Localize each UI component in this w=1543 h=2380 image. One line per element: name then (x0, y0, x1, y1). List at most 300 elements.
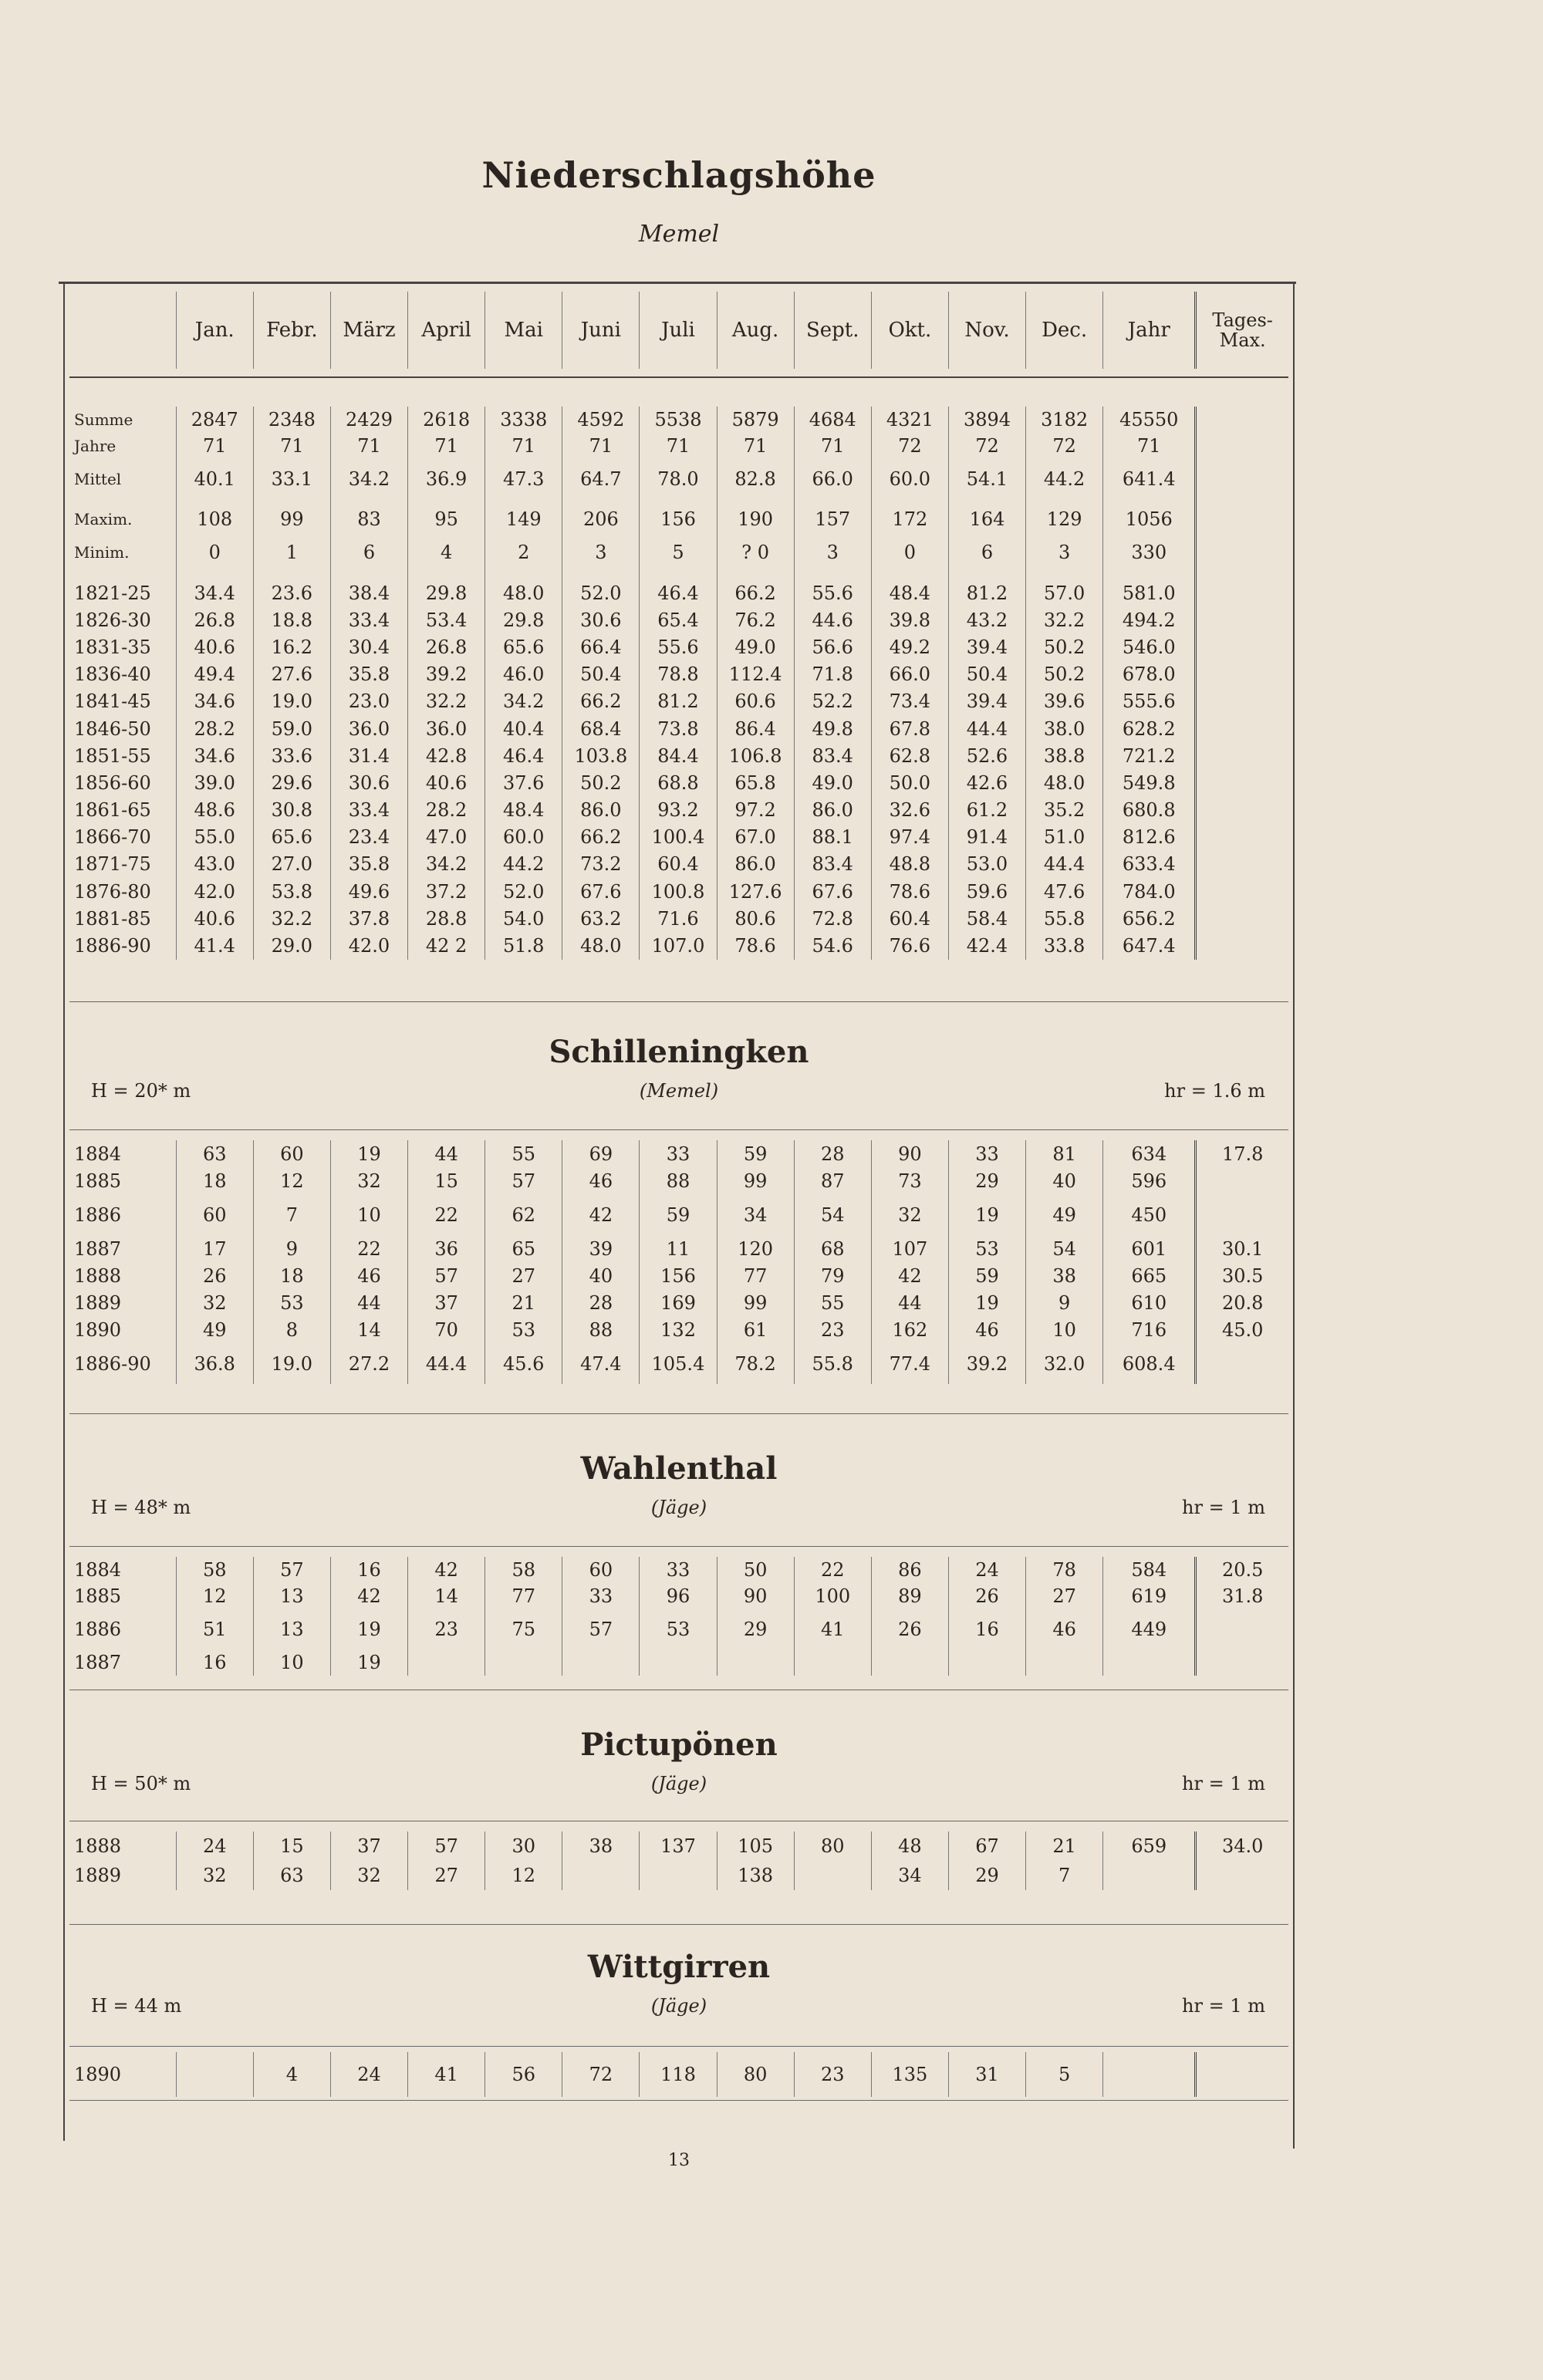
cell: 44.6 (794, 606, 871, 633)
memel-bottom-rule (69, 1001, 1288, 1002)
cell: 32 (176, 1289, 253, 1316)
cell: 32.2 (408, 688, 485, 715)
cell: 129 (1026, 499, 1103, 539)
cell: ? 0 (717, 539, 794, 565)
cell: 57 (408, 1262, 485, 1289)
cell: 49.0 (794, 769, 871, 796)
cell: 63 (176, 1140, 253, 1167)
cell: 42.8 (408, 742, 485, 769)
schilleningken-table (69, 1140, 1288, 1384)
cell: 48.0 (1026, 769, 1103, 796)
cell: 680.8 (1103, 797, 1196, 824)
cell: 17.8 (1196, 1140, 1288, 1167)
cell: 38.0 (1026, 715, 1103, 742)
cell: 34.2 (485, 688, 562, 715)
cell: 80.6 (717, 905, 794, 932)
cell: 53 (948, 1235, 1025, 1262)
station-bottom-rule (69, 1924, 1288, 1925)
cell: 71 (176, 433, 253, 459)
cell: 33.4 (330, 606, 407, 633)
cell: 132 (640, 1316, 717, 1343)
cell: 68.4 (562, 715, 640, 742)
cell: 44.4 (948, 715, 1025, 742)
station-height: H = 20* m (91, 1080, 191, 1102)
cell: 23 (794, 1316, 871, 1343)
cell: 58 (485, 1557, 562, 1583)
cell: 59 (948, 1262, 1025, 1289)
cell: 32 (330, 1167, 407, 1194)
cell: 105.4 (640, 1343, 717, 1384)
cell: 41 (794, 1609, 871, 1649)
cell (1103, 1649, 1196, 1676)
cell: 64.7 (562, 459, 640, 499)
cell: 99 (717, 1289, 794, 1316)
cell: 49 (1026, 1194, 1103, 1235)
row-label: 1876-80 (74, 880, 151, 903)
cell: 14 (408, 1583, 485, 1609)
cell: 60 (253, 1140, 330, 1167)
cell: 57.0 (1026, 579, 1103, 606)
cell: 52.0 (485, 878, 562, 905)
cell: 55 (794, 1289, 871, 1316)
cell: 29.8 (408, 579, 485, 606)
cell: 97.2 (717, 797, 794, 824)
cell: 83.4 (794, 851, 871, 878)
cell: 784.0 (1103, 878, 1196, 905)
cell: 42.6 (948, 769, 1025, 796)
row-label: 1884 (74, 1143, 122, 1165)
row-label: 1888 (74, 1264, 122, 1287)
cell: 66.2 (717, 579, 794, 606)
cell: 190 (717, 499, 794, 539)
cell: 34.6 (176, 688, 253, 715)
row-label: 1887 (74, 1652, 122, 1673)
cell: 31 (948, 2052, 1025, 2097)
cell: 10 (330, 1194, 407, 1235)
cell: 3 (1026, 539, 1103, 565)
cell: 72.8 (794, 905, 871, 932)
cell: 27 (408, 1861, 485, 1890)
row-label: 1886 (74, 1204, 122, 1226)
cell: 555.6 (1103, 688, 1196, 715)
row-label: 1831-35 (74, 636, 151, 658)
cell: 34 (717, 1194, 794, 1235)
cell: 49 (176, 1316, 253, 1343)
cell: 206 (562, 499, 640, 539)
cell: 36 (408, 1235, 485, 1262)
cell (1196, 661, 1288, 688)
cell: 46 (562, 1167, 640, 1194)
cell: 73 (871, 1167, 948, 1194)
cell: 78.6 (871, 878, 948, 905)
cell: 34.4 (176, 579, 253, 606)
cell: 29.0 (253, 932, 330, 959)
cell: 45550 (1103, 407, 1196, 433)
station-observer: (Memel) (639, 1080, 719, 1102)
cell: 52.6 (948, 742, 1025, 769)
cell: 135 (871, 2052, 948, 2097)
table-row (69, 433, 1288, 459)
row-label: 1871-75 (74, 853, 151, 876)
cell (1196, 824, 1288, 851)
table-row (69, 1167, 1288, 1194)
cell: 5538 (640, 407, 717, 433)
cell: 50.4 (948, 661, 1025, 688)
cell: 32.6 (871, 797, 948, 824)
cell: 20.8 (1196, 1289, 1288, 1316)
cell: 665 (1103, 1262, 1196, 1289)
cell: 27.2 (330, 1343, 407, 1384)
cell: 112.4 (717, 661, 794, 688)
cell: 24 (176, 1831, 253, 1861)
header-rule (69, 376, 1288, 378)
cell: 45.0 (1196, 1316, 1288, 1343)
cell: 68.8 (640, 769, 717, 796)
station-title: Wahlenthal (580, 1450, 778, 1487)
cell: 37 (408, 1289, 485, 1316)
cell: 90 (717, 1583, 794, 1609)
table-row (69, 1343, 1288, 1384)
cell: 75 (485, 1609, 562, 1649)
cell: 449 (1103, 1609, 1196, 1649)
row-label: 1846-50 (74, 717, 151, 740)
cell: 15 (408, 1167, 485, 1194)
cell: 33.1 (253, 459, 330, 499)
cell: 82.8 (717, 459, 794, 499)
cell: 38 (562, 1831, 640, 1861)
cell: 91.4 (948, 824, 1025, 851)
cell: 36.9 (408, 459, 485, 499)
cell: 39.4 (948, 633, 1025, 660)
cell: 29.8 (485, 606, 562, 633)
table-row (69, 824, 1288, 851)
row-label: 1886 (74, 1619, 122, 1640)
table-row (69, 579, 1288, 606)
row-label: 1836-40 (74, 663, 151, 686)
cell: 44.2 (1026, 459, 1103, 499)
cell: 76.2 (717, 606, 794, 633)
cell: 149 (485, 499, 562, 539)
cell: 35.8 (330, 661, 407, 688)
cell: 55 (485, 1140, 562, 1167)
table-row (69, 661, 1288, 688)
cell: 99 (253, 499, 330, 539)
cell: 30.1 (1196, 1235, 1288, 1262)
cell: 28.2 (176, 715, 253, 742)
cell: 5879 (717, 407, 794, 433)
cell: 38.4 (330, 579, 407, 606)
cell: 56 (485, 2052, 562, 2097)
cell (1196, 1609, 1288, 1649)
cell (1196, 688, 1288, 715)
cell: 24 (330, 2052, 407, 2097)
cell: 53.0 (948, 851, 1025, 878)
cell: 40.6 (176, 633, 253, 660)
cell: 19 (330, 1649, 407, 1676)
cell: 26.8 (408, 633, 485, 660)
cell: 52.0 (562, 579, 640, 606)
row-label: 1890 (74, 1318, 122, 1341)
cell: 100.4 (640, 824, 717, 851)
cell: 39.4 (948, 688, 1025, 715)
cell: 4592 (562, 407, 640, 433)
cell: 32.2 (1026, 606, 1103, 633)
cell: 164 (948, 499, 1025, 539)
cell: 647.4 (1103, 932, 1196, 959)
cell: 34.6 (176, 742, 253, 769)
station-title: Pictupönen (580, 1727, 778, 1763)
cell: 60.0 (871, 459, 948, 499)
cell: 44 (871, 1289, 948, 1316)
cell: 33 (640, 1140, 717, 1167)
cell: 63 (253, 1861, 330, 1890)
row-label: 1851-55 (74, 744, 151, 767)
cell: 33 (640, 1557, 717, 1583)
cell: 55.8 (794, 1343, 871, 1384)
cell: 40.6 (408, 769, 485, 796)
cell: 34.0 (1196, 1831, 1288, 1861)
cell: 26 (176, 1262, 253, 1289)
cell: 30.6 (330, 769, 407, 796)
cell: 96 (640, 1583, 717, 1609)
cell: 22 (408, 1194, 485, 1235)
table-row (69, 1583, 1288, 1609)
cell: 2 (485, 539, 562, 565)
cell: 49.6 (330, 878, 407, 905)
table-row (69, 2052, 1288, 2097)
cell: 79 (794, 1262, 871, 1289)
cell: 16 (176, 1649, 253, 1676)
cell: 32 (871, 1194, 948, 1235)
cell: 28.2 (408, 797, 485, 824)
cell: 30.5 (1196, 1262, 1288, 1289)
cell: 37.8 (330, 905, 407, 932)
cell: 27.6 (253, 661, 330, 688)
table-row (69, 688, 1288, 715)
frame-top (59, 282, 1296, 284)
cell (1196, 539, 1288, 565)
cell: 26.8 (176, 606, 253, 633)
cell: 66.2 (562, 688, 640, 715)
cell: 619 (1103, 1583, 1196, 1609)
cell: 88.1 (794, 824, 871, 851)
cell: 34.2 (408, 851, 485, 878)
cell: 37.6 (485, 769, 562, 796)
column-header: Juli (640, 292, 717, 369)
cell (1196, 633, 1288, 660)
cell: 57 (408, 1831, 485, 1861)
cell: 53 (253, 1289, 330, 1316)
frame-right (1293, 282, 1295, 2149)
cell: 3 (794, 539, 871, 565)
cell (871, 1649, 948, 1676)
cell: 48.6 (176, 797, 253, 824)
table-row (69, 633, 1288, 660)
cell: 60 (176, 1194, 253, 1235)
cell: 47.3 (485, 459, 562, 499)
cell: 32.0 (1026, 1343, 1103, 1384)
station-hr: hr = 1 m (1182, 1497, 1265, 1518)
cell (1196, 407, 1288, 433)
cell: 137 (640, 1831, 717, 1861)
cell: 51.8 (485, 932, 562, 959)
cell: 90 (871, 1140, 948, 1167)
row-label: 1890 (74, 2064, 122, 2085)
cell: 39.2 (948, 1343, 1025, 1384)
cell: 628.2 (1103, 715, 1196, 742)
cell (640, 1861, 717, 1890)
cell: 48.8 (871, 851, 948, 878)
cell: 42 (330, 1583, 407, 1609)
cell (1196, 459, 1288, 499)
cell: 1 (253, 539, 330, 565)
cell: 29 (717, 1609, 794, 1649)
cell: 16 (330, 1557, 407, 1583)
cell: 50.2 (562, 769, 640, 796)
cell: 4 (408, 539, 485, 565)
cell: 78.0 (640, 459, 717, 499)
cell: 581.0 (1103, 579, 1196, 606)
cell: 6 (330, 539, 407, 565)
cell: 19.0 (253, 688, 330, 715)
cell: 29 (948, 1167, 1025, 1194)
cell: 33 (562, 1583, 640, 1609)
cell: 10 (253, 1649, 330, 1676)
cell: 67 (948, 1831, 1025, 1861)
cell: 36.0 (330, 715, 407, 742)
cell: 23.4 (330, 824, 407, 851)
table-row (69, 715, 1288, 742)
table-row (69, 499, 1288, 539)
station-bottom-rule (69, 2100, 1288, 2101)
cell (1196, 878, 1288, 905)
cell: 24 (948, 1557, 1025, 1583)
cell: 27 (485, 1262, 562, 1289)
cell: 73.4 (871, 688, 948, 715)
memel-table (69, 407, 1288, 960)
cell: 19 (948, 1194, 1025, 1235)
cell: 71 (562, 433, 640, 459)
column-header: Mai (485, 292, 562, 369)
cell: 39.6 (1026, 688, 1103, 715)
table-row (69, 539, 1288, 565)
cell: 49.8 (794, 715, 871, 742)
station-hr: hr = 1.6 m (1164, 1080, 1265, 1102)
cell: 40 (562, 1262, 640, 1289)
table-row (69, 1140, 1288, 1167)
cell (1196, 715, 1288, 742)
cell: 80 (717, 2052, 794, 2097)
cell: 162 (871, 1316, 948, 1343)
cell: 88 (562, 1316, 640, 1343)
cell: 10 (1026, 1316, 1103, 1343)
cell (1196, 797, 1288, 824)
table-row (69, 797, 1288, 824)
cell: 8 (253, 1316, 330, 1343)
cell: 9 (1026, 1289, 1103, 1316)
cell: 11 (640, 1235, 717, 1262)
cell (1103, 1861, 1196, 1890)
cell: 28 (562, 1289, 640, 1316)
cell: 31.8 (1196, 1583, 1288, 1609)
wahlenthal-table (69, 1557, 1288, 1676)
column-header: Juni (562, 292, 640, 369)
row-label: 1881-85 (74, 907, 151, 930)
cell: 633.4 (1103, 851, 1196, 878)
table-row (69, 742, 1288, 769)
row-label: 1887 (74, 1237, 122, 1260)
cell: 66.0 (871, 661, 948, 688)
cell: 70 (408, 1316, 485, 1343)
cell: 65 (485, 1235, 562, 1262)
station-height: H = 50* m (91, 1773, 191, 1794)
table-row (69, 1316, 1288, 1343)
cell: 33.4 (330, 797, 407, 824)
cell: 83.4 (794, 742, 871, 769)
cell: 19 (948, 1289, 1025, 1316)
cell: 44.4 (408, 1343, 485, 1384)
cell: 30.8 (253, 797, 330, 824)
column-header: März (330, 292, 407, 369)
cell: 76.6 (871, 932, 948, 959)
cell: 47.4 (562, 1343, 640, 1384)
cell: 812.6 (1103, 824, 1196, 851)
table-row (69, 878, 1288, 905)
row-label: Maxim. (74, 510, 133, 528)
cell: 60.0 (485, 824, 562, 851)
cell: 42 (408, 1557, 485, 1583)
wittgirren-table (69, 2052, 1288, 2097)
cell: 43.0 (176, 851, 253, 878)
table-row (69, 1235, 1288, 1262)
row-label: Mittel (74, 470, 122, 488)
cell: 716 (1103, 1316, 1196, 1343)
cell: 23.6 (253, 579, 330, 606)
cell: 3 (562, 539, 640, 565)
row-label: 1884 (74, 1559, 122, 1581)
cell: 721.2 (1103, 742, 1196, 769)
cell: 78 (1026, 1557, 1103, 1583)
station-bottom-rule (69, 1413, 1288, 1414)
cell: 65.8 (717, 769, 794, 796)
cell: 103.8 (562, 742, 640, 769)
cell: 19 (330, 1140, 407, 1167)
table-row (69, 1557, 1288, 1583)
cell: 61 (717, 1316, 794, 1343)
cell: 157 (794, 499, 871, 539)
cell: 62.8 (871, 742, 948, 769)
cell: 2847 (176, 407, 253, 433)
row-label: 1888 (74, 1835, 122, 1857)
table-row (69, 1831, 1288, 1861)
station-top-rule (69, 1129, 1288, 1130)
cell: 72 (871, 433, 948, 459)
cell: 46.4 (485, 742, 562, 769)
cell (1196, 1194, 1288, 1235)
cell: 18 (253, 1262, 330, 1289)
cell: 71 (640, 433, 717, 459)
cell: 35.2 (1026, 797, 1103, 824)
cell: 44.4 (1026, 851, 1103, 878)
station-top-rule (69, 2046, 1288, 2047)
cell: 27.0 (253, 851, 330, 878)
cell: 51.0 (1026, 824, 1103, 851)
cell: 549.8 (1103, 769, 1196, 796)
cell: 107 (871, 1235, 948, 1262)
cell: 55.8 (1026, 905, 1103, 932)
row-label: 1889 (74, 1865, 122, 1886)
table-row (69, 1861, 1288, 1890)
